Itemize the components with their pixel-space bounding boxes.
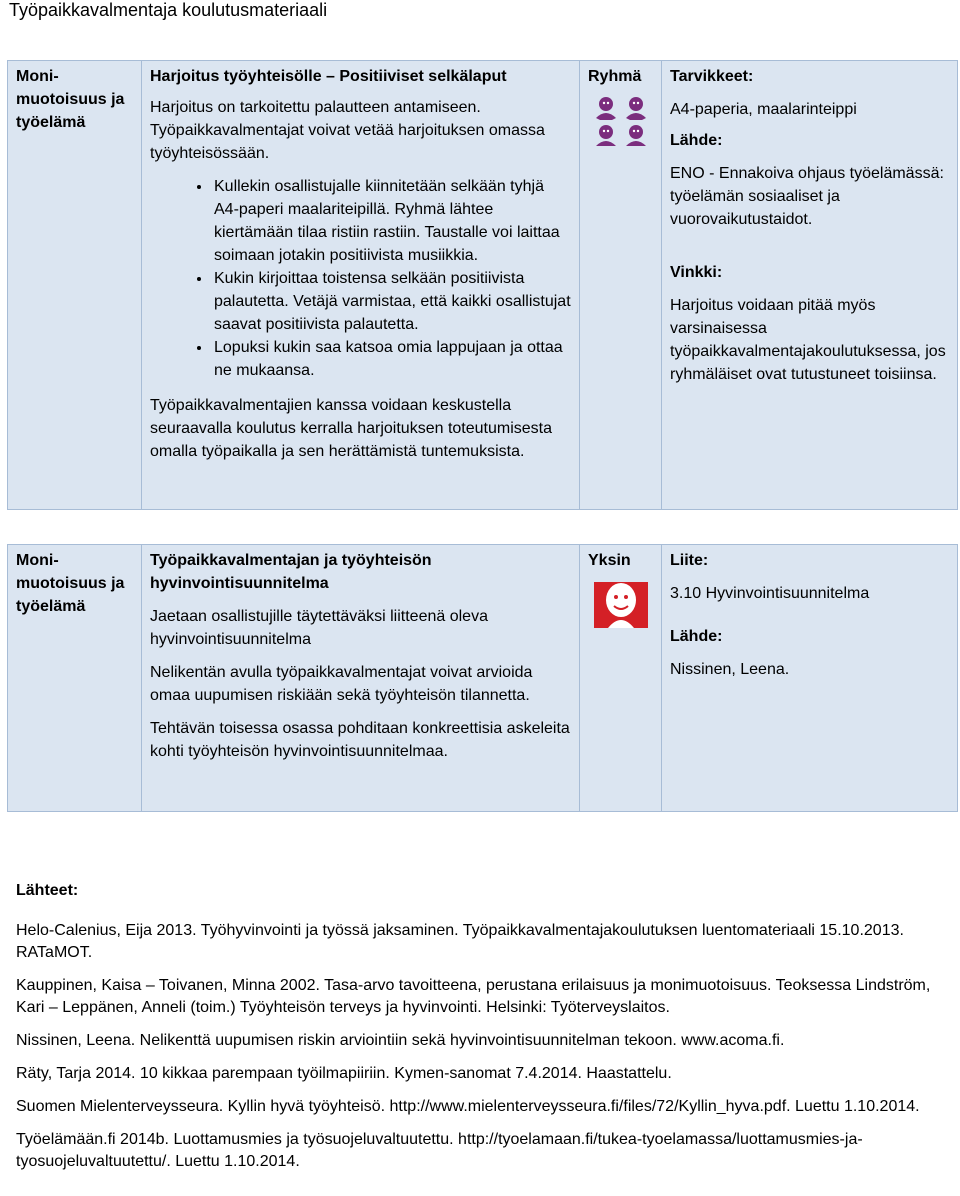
exercise-block-hyvinvointisuunnitelma	[7, 544, 958, 812]
reference-item: Työelämään.fi 2014b. Luottamusmies ja työsuojeluvaltuutettu. http://tyoelamaan.fi/tukea-tyoelamassa/luottamusmies-ja-tyosuojeluvaltuutettu/. Luettu 1.10.2014.	[16, 1131, 863, 1170]
exercise-closing: Työpaikkavalmentajien kanssa voidaan keskustella seuraavalla koulutus kerralla harjoituksen toteutumisesta omalla työpaikalla ja sen herättämistä tuntemuksista.	[150, 397, 552, 460]
category-label: Moni-muotoisuus ja työelämä	[16, 552, 125, 615]
instruction-list	[150, 175, 571, 382]
category-cell	[8, 545, 142, 812]
page-title: Työpaikkavalmentaja koulutusmateriaali	[9, 0, 328, 20]
tip-value: Harjoitus voidaan pitää myös varsinaisessa työpaikkavalmentajakoulutuksessa, jos ryhmäläiset ovat tutustuneet toisiinsa.	[670, 297, 946, 383]
list-item: • Kullekin osallistujalle kiinnitetään selkään tyhjä A4-paperi maalariteipillä. Ryhmä lähtee kiertämään tilaa ristiin rastiin. Taustalle voi laittaa soimaan jotakin positiivista musiikkia.	[212, 175, 571, 267]
category-label: Moni-muotoisuus ja työelämä	[16, 68, 125, 131]
exercise-paragraph: Jaetaan osallistujille täytettäväksi liitteenä oleva hyvinvointisuunnitelma	[150, 608, 488, 648]
reference-item: Räty, Tarja 2014. 10 kikkaa parempaan työilmapiiriin. Kymen-sanomat 7.4.2014. Haastattelu.	[16, 1065, 672, 1082]
source-value: Nissinen, Leena.	[670, 661, 790, 678]
list-item: • Lopuksi kukin saa katsoa omia lappujaan ja ottaa ne mukaansa.	[212, 336, 571, 382]
exercise-paragraph: Nelikentän avulla työpaikkavalmentajat voivat arvioida omaa uupumisen riskiään sekä työyhteisön tilannetta.	[150, 664, 533, 704]
group-label: Ryhmä	[588, 68, 642, 85]
exercise-intro: Harjoitus on tarkoitettu palautteen antamiseen. Työpaikkavalmentajat voivat vetää harjoituksen omassa työyhteisössään.	[150, 99, 545, 162]
exercise-title: Työpaikkavalmentajan ja työyhteisön hyvinvointisuunnitelma	[150, 552, 432, 592]
attachment-value: 3.10 Hyvinvointisuunnitelma	[670, 585, 870, 602]
reference-item: Nissinen, Leena. Nelikenttä uupumisen riskin arviointiin sekä hyvinvointisuunnitelman tekoon. www.acoma.fi.	[16, 1032, 785, 1049]
group-cell	[580, 61, 662, 510]
reference-item: Kauppinen, Kaisa – Toivanen, Minna 2002. Tasa-arvo tavoitteena, perustana erilaisuus ja monimuotoisuus. Teoksessa Lindström, Kari – Leppänen, Anneli (toim.) Työyhteisön terveys ja hyvinvointi. Helsinki: Työterveyslaitos.	[16, 977, 931, 1016]
description-cell	[142, 61, 580, 510]
materials-cell	[662, 61, 958, 510]
supplies-label: Tarvikkeet:	[670, 68, 754, 85]
group-cell	[580, 545, 662, 812]
reference-item: Suomen Mielenterveysseura. Kyllin hyvä työyhteisö. http://www.mielenterveysseura.fi/files/72/Kyllin_hyva.pdf. Luettu 1.10.2014.	[16, 1098, 920, 1115]
exercise-paragraph: Tehtävän toisessa osassa pohditaan konkreettisia askeleita kohti työyhteisön hyvinvointisuunnitelmaa.	[150, 720, 570, 760]
supplies-value: A4-paperia, maalarinteippi	[670, 101, 857, 118]
list-item: • Kukin kirjoittaa toistensa selkään positiivista palautetta. Vetäjä varmistaa, että kaikki osallistujat saavat positiivista palautetta.	[212, 267, 571, 336]
references-section	[16, 880, 956, 1173]
group-icon	[594, 94, 653, 153]
group-label: Yksin	[588, 552, 631, 569]
description-cell	[142, 545, 580, 812]
materials-cell	[662, 545, 958, 812]
reference-item: Helo-Calenius, Eija 2013. Työhyvinvointi ja työssä jaksaminen. Työpaikkavalmentajakoulutuksen luentomateriaali 15.10.2013. RATaMOT.	[16, 922, 904, 961]
exercise-block-selkalaput	[7, 60, 958, 510]
tip-label: Vinkki:	[670, 264, 723, 281]
source-label: Lähde:	[670, 628, 723, 645]
category-cell	[8, 61, 142, 510]
source-value: ENO - Ennakoiva ohjaus työelämässä: työelämän sosiaaliset ja vuorovaikutustaidot.	[670, 165, 944, 228]
source-label: Lähde:	[670, 132, 723, 149]
references-heading: Lähteet:	[16, 882, 79, 899]
attachment-label: Liite:	[670, 552, 709, 569]
exercise-title: Harjoitus työyhteisölle – Positiiviset selkälaput	[150, 68, 507, 85]
individual-icon	[594, 578, 653, 637]
